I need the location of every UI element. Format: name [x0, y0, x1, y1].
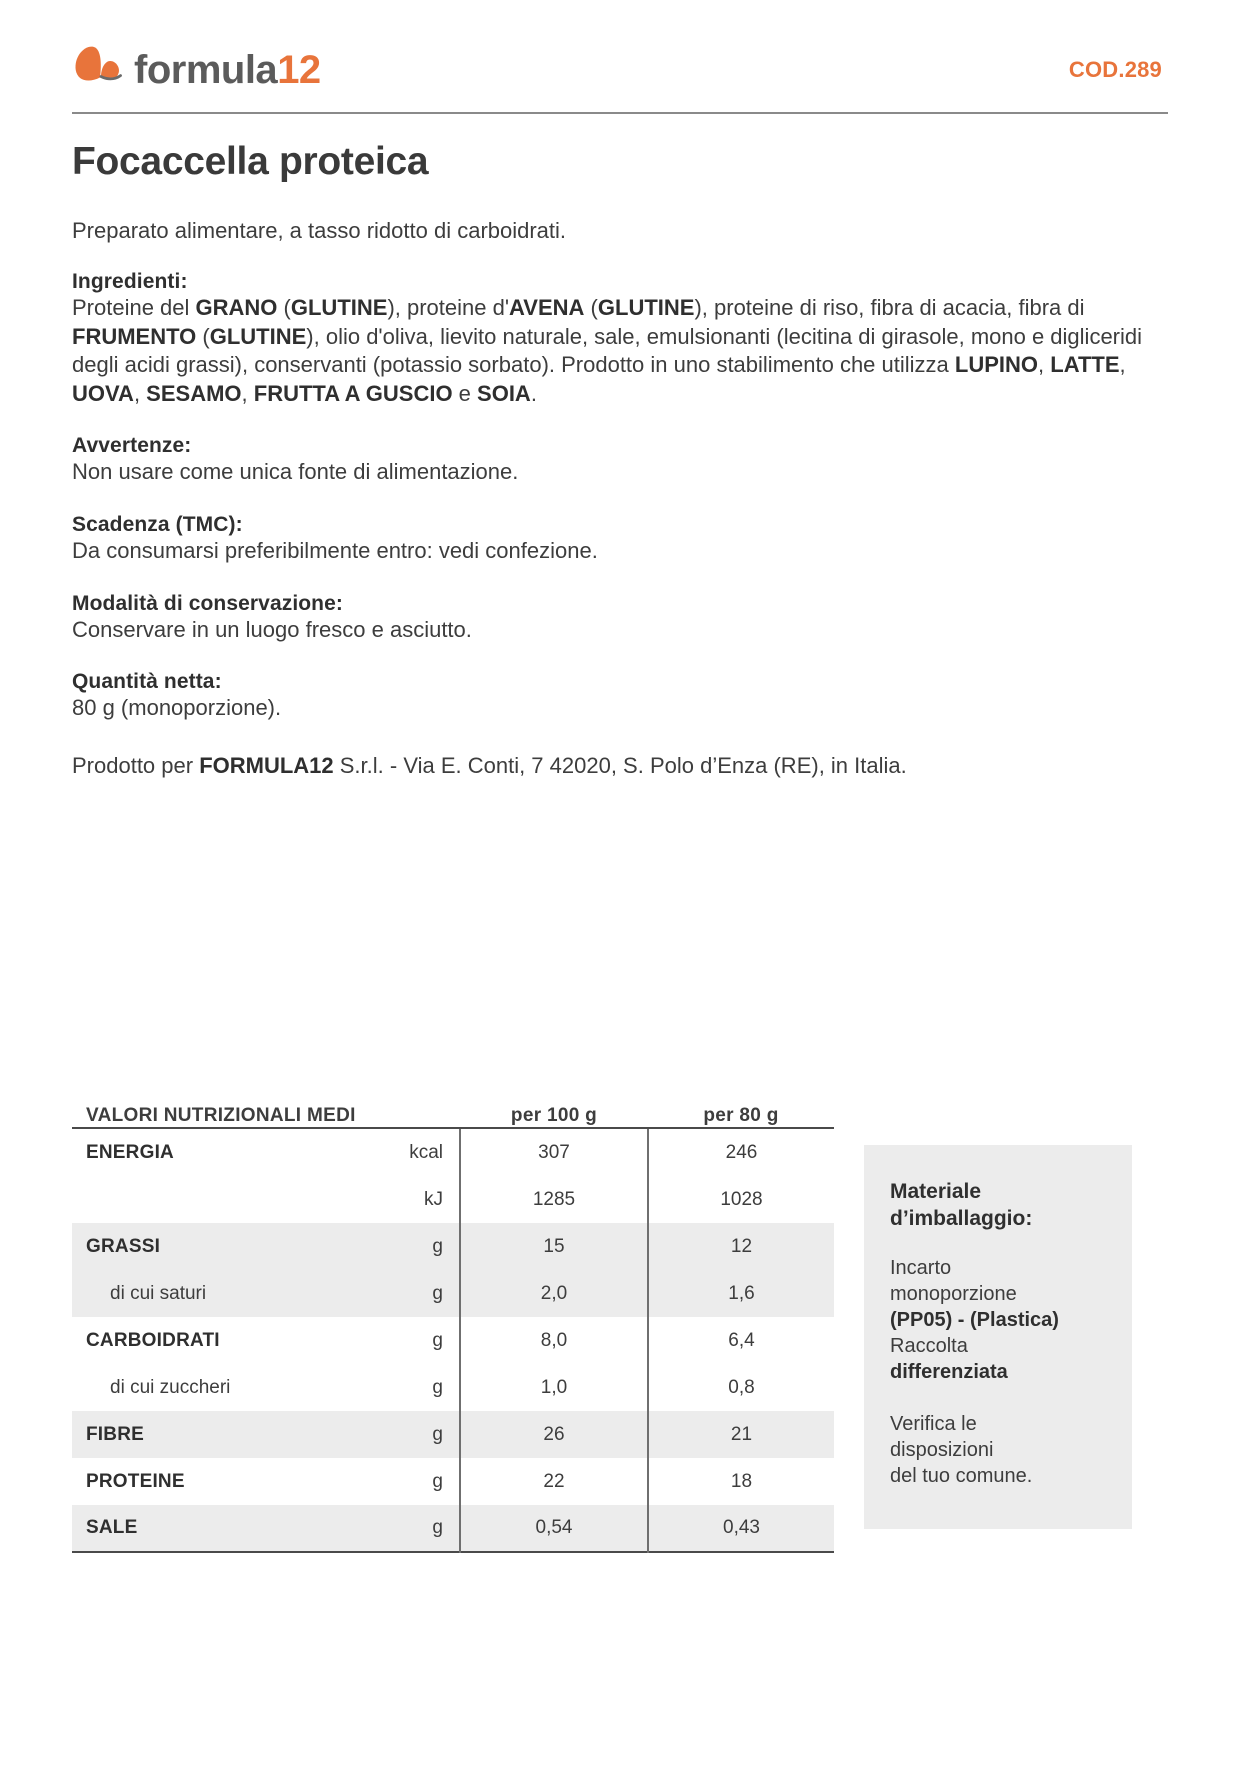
brand-number: 12 — [277, 48, 321, 92]
storage-section — [72, 592, 1168, 645]
producer-line: Prodotto per FORMULA12 S.r.l. - Via E. Conti, 7 42020, S. Polo d’Enza (RE), in Italia. — [72, 752, 907, 778]
brand-logo — [72, 42, 321, 98]
table-row — [72, 1176, 834, 1223]
nutrition-header-row — [72, 1105, 834, 1128]
product-lead: Preparato alimentare, a tasso ridotto di carboidrati. — [72, 218, 567, 243]
value-per-80g: 0,8 — [728, 1376, 755, 1398]
value-per-100g: 307 — [460, 1129, 648, 1176]
warnings-section — [72, 434, 1168, 487]
nutrition-table-body — [72, 1128, 834, 1553]
net-quantity-heading: Quantità netta: — [72, 670, 222, 694]
ingredients-section — [72, 270, 1168, 408]
packaging-heading — [890, 1179, 1106, 1233]
nutrient-unit: kJ — [424, 1188, 443, 1210]
nutrition-table — [72, 1105, 834, 1553]
value-per-100g: 15 — [460, 1223, 648, 1270]
column-header-per-100g: per 100 g — [510, 1105, 598, 1126]
value-per-100g: 1,0 — [460, 1364, 648, 1411]
storage-body: Conservare in un luogo fresco e asciutto. — [72, 616, 472, 642]
net-quantity-body: 80 g (monoporzione). — [72, 695, 282, 721]
value-per-80g: 1,6 — [648, 1270, 834, 1317]
table-row — [72, 1270, 834, 1317]
packaging-heading-line2: d’imballaggio: — [890, 1206, 1033, 1230]
column-header-per-80g: per 80 g — [703, 1105, 779, 1126]
packaging-body: Incarto monoporzione (PP05) - (Plastica) Raccolta differenziata — [890, 1256, 1059, 1383]
storage-heading: Modalità di conservazione: — [72, 591, 343, 615]
expiry-body: Da consumarsi preferibilmente entro: vedi confezione. — [72, 537, 598, 563]
value-per-80g: 21 — [648, 1411, 834, 1458]
value-per-80g: 12 — [648, 1223, 834, 1270]
page-header — [0, 0, 1240, 98]
warnings-heading: Avvertenze: — [72, 434, 192, 458]
nutrient-unit: g — [432, 1470, 443, 1492]
header-divider — [72, 112, 1168, 114]
table-row — [72, 1505, 834, 1552]
nutrient-name: di cui saturi — [72, 1270, 372, 1317]
value-per-100g: 2,0 — [460, 1270, 648, 1317]
value-per-80g: 0,43 — [648, 1505, 834, 1552]
nutrient-unit: g — [432, 1376, 443, 1398]
page-title: Focaccella proteica — [72, 140, 429, 183]
value-per-80g: 6,4 — [728, 1329, 755, 1351]
value-per-100g: 26 — [460, 1411, 648, 1458]
nutrient-unit: g — [372, 1223, 460, 1270]
value-per-80g: 18 — [730, 1470, 753, 1492]
ingredients-heading: Ingredienti: — [72, 270, 188, 293]
nutrition-table-title: VALORI NUTRIZIONALI MEDI — [86, 1105, 356, 1126]
nutrient-name: CARBOIDRATI — [86, 1329, 220, 1351]
table-row — [72, 1129, 834, 1176]
main-content — [0, 140, 1240, 779]
value-per-100g: 1285 — [460, 1176, 648, 1223]
packaging-heading-line1: Materiale — [890, 1180, 982, 1203]
table-row — [72, 1411, 834, 1458]
packaging-box — [864, 1145, 1132, 1529]
warnings-body: Non usare come unica fonte di alimentazione. — [72, 459, 519, 485]
value-per-80g: 1028 — [720, 1188, 763, 1210]
value-per-100g: 22 — [460, 1458, 648, 1505]
brand-word: formula — [134, 48, 278, 92]
nutrient-unit: kcal — [409, 1141, 443, 1163]
nutrient-unit: g — [432, 1329, 443, 1351]
nutrient-name — [72, 1176, 372, 1223]
product-code: COD.289 — [1068, 57, 1162, 82]
net-quantity-section — [72, 670, 1168, 723]
ingredients-body: Proteine del GRANO (GLUTINE), proteine d'AVENA (GLUTINE), proteine di riso, fibra di acacia, fibra di FRUMENTO (GLUTINE), olio d'oliva, lievito naturale, sale, emulsionanti (lecitina di girasole, mono e digliceridi degli acidi grassi), conservanti (potassio sorbato). Prodotto in uno stabilimento che utilizza LUPINO, LATTE, UOVA, SESAMO, FRUTTA A GUSCIO e SOIA. — [72, 295, 1143, 406]
nutrient-unit: g — [372, 1411, 460, 1458]
packaging-note: Verifica le disposizioni del tuo comune. — [890, 1412, 1033, 1487]
nutrient-unit: g — [372, 1270, 460, 1317]
table-row — [72, 1458, 834, 1505]
brand-wordmark — [134, 50, 321, 90]
butterfly-icon — [72, 42, 128, 98]
nutrient-name: FIBRE — [72, 1411, 372, 1458]
value-per-80g: 246 — [725, 1141, 758, 1163]
value-per-100g: 8,0 — [460, 1317, 648, 1364]
nutrient-name: PROTEINE — [86, 1470, 185, 1492]
nutrient-name: GRASSI — [72, 1223, 372, 1270]
nutrient-name: ENERGIA — [86, 1141, 174, 1163]
table-row — [72, 1364, 834, 1411]
table-bottom-rule — [72, 1552, 834, 1553]
nutrient-name: SALE — [72, 1505, 372, 1552]
table-row — [72, 1317, 834, 1364]
table-row — [72, 1223, 834, 1270]
nutrition-unit-header — [372, 1105, 460, 1128]
value-per-100g: 0,54 — [460, 1505, 648, 1552]
expiry-heading: Scadenza (TMC): — [72, 512, 243, 536]
expiry-section — [72, 513, 1168, 566]
nutrient-name: di cui zuccheri — [110, 1376, 231, 1398]
nutrition-area — [72, 1105, 1168, 1553]
nutrient-unit: g — [372, 1505, 460, 1552]
